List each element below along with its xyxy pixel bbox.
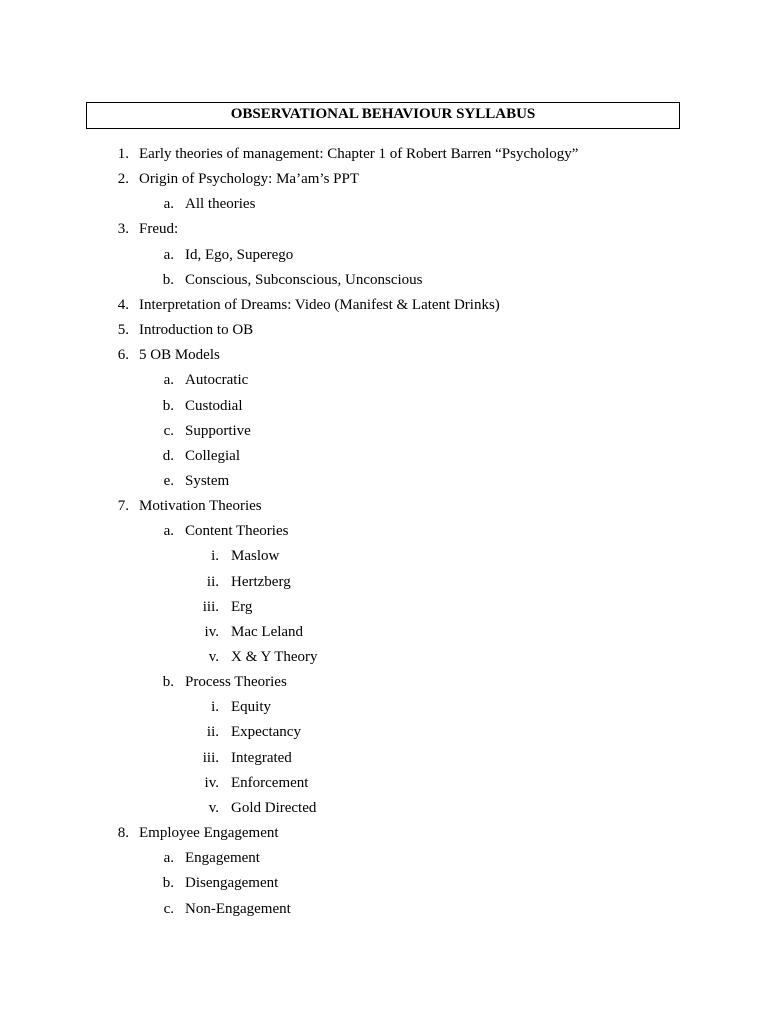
list-marker: b.	[162, 875, 174, 891]
list-marker: 7.	[117, 498, 129, 514]
list-marker: 6.	[117, 347, 129, 363]
list-item	[0, 497, 768, 515]
list-marker: 5.	[117, 322, 129, 338]
list-item-text: X & Y Theory	[231, 649, 318, 665]
list-item-text: Employee Engagement	[139, 825, 279, 841]
sub-list-item	[0, 397, 768, 415]
sub-sub-list-item	[0, 774, 768, 792]
list-marker: a.	[163, 523, 174, 539]
list-item-text: Interpretation of Dreams: Video (Manifest & Latent Drinks)	[139, 297, 500, 313]
list-item-text: Process Theories	[185, 674, 287, 690]
list-marker: iii.	[202, 599, 219, 615]
list-item-text: Enforcement	[231, 775, 309, 791]
list-item-text: Id, Ego, Superego	[185, 247, 294, 263]
list-marker: 1.	[117, 146, 129, 162]
list-marker: v.	[208, 649, 219, 665]
sub-sub-list-item	[0, 749, 768, 767]
list-marker: b.	[162, 272, 174, 288]
list-item	[0, 296, 768, 314]
list-marker: iii.	[202, 750, 219, 766]
list-item-text: Early theories of management: Chapter 1 of Robert Barren “Psychology”	[139, 146, 579, 162]
list-marker: 2.	[117, 171, 129, 187]
sub-sub-list-item	[0, 573, 768, 591]
list-item-text: Engagement	[185, 850, 260, 866]
list-item	[0, 220, 768, 238]
list-marker: ii.	[206, 574, 219, 590]
list-item-text: Custodial	[185, 398, 243, 414]
page-title: OBSERVATIONAL BEHAVIOUR SYLLABUS	[230, 106, 536, 122]
list-marker: c.	[163, 423, 174, 439]
list-item-text: 5 OB Models	[139, 347, 220, 363]
list-item-text: Freud:	[139, 221, 179, 237]
list-item-text: Erg	[231, 599, 253, 615]
sub-sub-list-item	[0, 698, 768, 716]
list-marker: c.	[163, 901, 174, 917]
list-marker: a.	[163, 196, 174, 212]
list-item-text: Origin of Psychology: Ma’am’s PPT	[139, 171, 359, 187]
list-item	[0, 170, 768, 188]
list-item	[0, 346, 768, 364]
list-item-text: Gold Directed	[231, 800, 317, 816]
list-marker: a.	[163, 372, 174, 388]
list-marker: i.	[211, 548, 219, 564]
sub-sub-list-item	[0, 723, 768, 741]
list-item	[0, 145, 768, 163]
list-marker: b.	[162, 674, 174, 690]
sub-list-item	[0, 422, 768, 440]
sub-list-item	[0, 195, 768, 213]
list-item-text: Collegial	[185, 448, 240, 464]
list-item-text: Motivation Theories	[139, 498, 262, 514]
sub-sub-list-item	[0, 623, 768, 641]
sub-list-item	[0, 472, 768, 490]
list-item-text: Conscious, Subconscious, Unconscious	[185, 272, 423, 288]
sub-list-item	[0, 900, 768, 918]
list-item-text: Hertzberg	[231, 574, 291, 590]
sub-list-item	[0, 874, 768, 892]
list-marker: ii.	[206, 724, 219, 740]
list-marker: 4.	[117, 297, 129, 313]
list-marker: b.	[162, 398, 174, 414]
list-item-text: Maslow	[231, 548, 280, 564]
list-marker: v.	[208, 800, 219, 816]
list-item	[0, 321, 768, 339]
list-marker: a.	[163, 850, 174, 866]
list-item-text: Supportive	[185, 423, 251, 439]
list-item-text: Mac Leland	[231, 624, 304, 640]
sub-sub-list-item	[0, 598, 768, 616]
sub-list-item	[0, 371, 768, 389]
list-item-text: Non-Engagement	[185, 901, 291, 917]
sub-list-item	[0, 849, 768, 867]
sub-sub-list-item	[0, 799, 768, 817]
list-marker: 3.	[117, 221, 129, 237]
sub-list-item	[0, 447, 768, 465]
list-marker: a.	[163, 247, 174, 263]
list-marker: iv.	[204, 624, 219, 640]
sub-list-item	[0, 246, 768, 264]
sub-sub-list-item	[0, 547, 768, 565]
list-marker: 8.	[117, 825, 129, 841]
list-item-text: Expectancy	[231, 724, 301, 740]
list-item	[0, 824, 768, 842]
sub-list-item	[0, 271, 768, 289]
sub-list-item	[0, 673, 768, 691]
list-item-text: Disengagement	[185, 875, 279, 891]
list-marker: d.	[162, 448, 174, 464]
list-item-text: Introduction to OB	[139, 322, 254, 338]
list-marker: e.	[163, 473, 174, 489]
list-item-text: Equity	[231, 699, 271, 715]
sub-list-item	[0, 522, 768, 540]
list-item-text: Content Theories	[185, 523, 289, 539]
list-marker: iv.	[204, 775, 219, 791]
sub-sub-list-item	[0, 648, 768, 666]
list-item-text: Integrated	[231, 750, 292, 766]
list-item-text: All theories	[185, 196, 256, 212]
list-marker: i.	[211, 699, 219, 715]
list-item-text: System	[185, 473, 230, 489]
list-item-text: Autocratic	[185, 372, 249, 388]
title-box	[86, 102, 680, 129]
